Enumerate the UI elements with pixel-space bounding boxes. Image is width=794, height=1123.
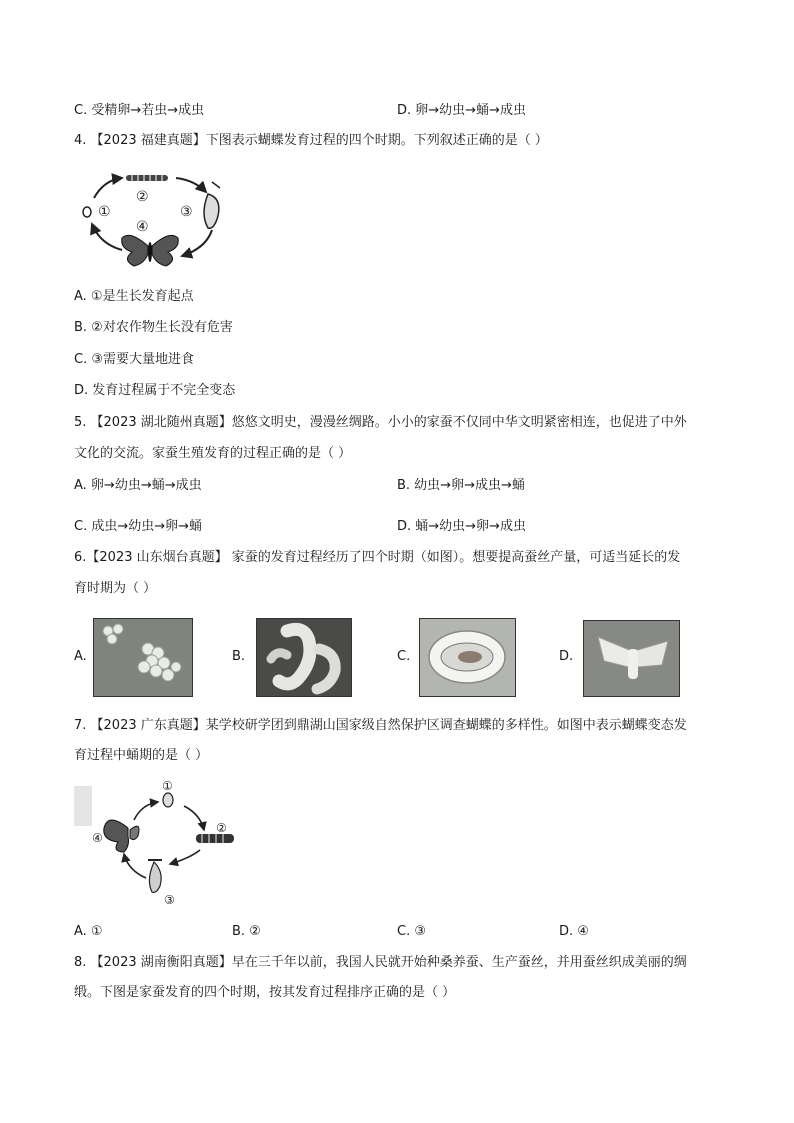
q7-option-b: B. ② — [232, 924, 261, 939]
q4-option-a: A. ①是生长发育起点 — [74, 289, 194, 304]
q3-option-c: C. 受精卵→若虫→成虫 — [74, 103, 205, 118]
q7-stem-line2: 育过程中蛹期的是（ ） — [74, 748, 209, 763]
q6-stem-line2: 育时期为（ ） — [74, 581, 157, 596]
silk-moth-photo — [583, 620, 680, 697]
label-1: ① — [162, 780, 173, 793]
q6-option-d-letter: D. — [559, 649, 574, 664]
q4-stem: 4. 【2023 福建真题】下图表示蝴蝶发育过程的四个时期。下列叙述正确的是（ ） — [74, 133, 548, 148]
q7-stem-line1: 7. 【2023 广东真题】某学校研学团到鼎湖山国家级自然保护区调查蝴蝶的多样性。如图中表示蝴蝶变态发 — [74, 718, 687, 733]
label-4: ④ — [136, 219, 149, 235]
q6-option-c-letter: C. — [397, 649, 411, 664]
q8-stem-line1: 8. 【2023 湖南衡阳真题】早在三千年以前，我国人民就开始种桑养蚕、生产蚕丝，并用蚕丝织成美丽的绸 — [74, 955, 687, 970]
silkworm-cocoon-photo — [419, 618, 516, 697]
label-1: ① — [98, 204, 111, 220]
q3-option-d: D. 卵→幼虫→蛹→成虫 — [397, 103, 526, 118]
label-4: ④ — [92, 831, 103, 845]
butterfly-shape — [104, 820, 139, 852]
q7-butterfly-cycle-figure — [72, 780, 248, 908]
label-3: ③ — [180, 204, 193, 220]
silkworm-larva-photo — [256, 618, 352, 697]
q8-stem-line2: 缎。下图是家蚕发育的四个时期，按其发育过程排序正确的是（ ） — [74, 985, 456, 1000]
label-2: ② — [216, 821, 227, 835]
q5-option-c: C. 成虫→幼虫→卵→蛹 — [74, 519, 203, 534]
q5-option-b: B. 幼虫→卵→成虫→蛹 — [397, 478, 525, 493]
q6-option-a-letter: A. — [74, 649, 87, 664]
q7-option-d: D. ④ — [559, 924, 589, 939]
q5-option-d: D. 蛹→幼虫→卵→成虫 — [397, 519, 526, 534]
label-2: ② — [136, 189, 149, 205]
butterfly-shape — [122, 235, 179, 266]
q6-option-b-letter: B. — [232, 649, 246, 664]
q5-stem-line2: 文化的交流。家蚕生殖发育的过程正确的是（ ） — [74, 446, 352, 461]
chrysalis-shape — [204, 194, 219, 228]
q4-option-d: D. 发育过程属于不完全变态 — [74, 383, 236, 398]
q4-option-b: B. ②对农作物生长没有危害 — [74, 320, 233, 335]
chrysalis-shape — [149, 862, 161, 892]
label-3: ③ — [164, 893, 175, 907]
egg-shape — [83, 207, 91, 217]
q7-option-c: C. ③ — [397, 924, 426, 939]
q4-option-c: C. ③需要大量地进食 — [74, 352, 194, 367]
q4-butterfly-cycle-figure — [76, 168, 236, 268]
silkworm-eggs-photo — [93, 618, 193, 697]
q5-stem-line1: 5. 【2023 湖北随州真题】悠悠文明史，漫漫丝绸路。小小的家蚕不仅同中华文明紧密相连，也促进了中外 — [74, 415, 687, 430]
egg-shape — [163, 793, 173, 807]
q6-stem-line1: 6.【2023 山东烟台真题】 家蚕的发育过程经历了四个时期（如图）。想要提高蚕丝产量，可适当延长的发 — [74, 550, 681, 565]
q5-option-a: A. 卵→幼虫→蛹→成虫 — [74, 478, 202, 493]
q7-option-a: A. ① — [74, 924, 103, 939]
